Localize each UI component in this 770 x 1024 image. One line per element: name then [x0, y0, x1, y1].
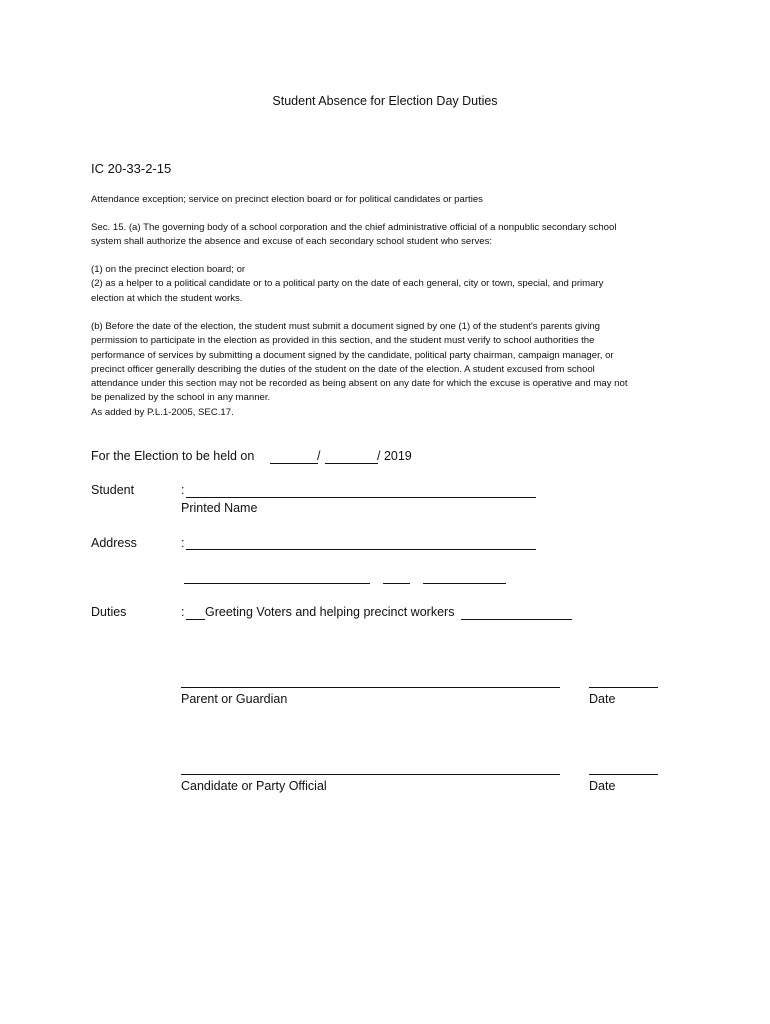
- section-15a-line: Sec. 15. (a) The governing body of a school corporation and the chief administrative official of a nonpublic secondary school: [91, 222, 617, 233]
- parent-signature-line[interactable]: [181, 687, 560, 688]
- item-line: (1) on the precinct election board; or: [91, 264, 246, 275]
- duties-leading-blank: [186, 619, 205, 620]
- section-15b-line: (b) Before the date of the election, the student must submit a document signed by one (1) of the student's parents giving: [91, 321, 601, 332]
- section-15a: [91, 221, 691, 250]
- date-separator: /: [317, 449, 321, 463]
- duties-trailing-blank: [461, 619, 572, 620]
- address-state-field[interactable]: [383, 583, 410, 584]
- official-signature-line[interactable]: [181, 774, 560, 775]
- item-line: election at which the student works.: [91, 292, 243, 304]
- election-year: / 2019: [377, 449, 412, 463]
- duties-value[interactable]: Greeting Voters and helping precinct workers: [205, 605, 455, 619]
- address-city-field[interactable]: [184, 583, 370, 584]
- parent-date-label: Date: [589, 692, 616, 706]
- election-date-label: For the Election to be held on: [91, 449, 255, 463]
- section-15b: [91, 320, 691, 420]
- section-15b-line: attendance under this section may not be recorded as being absent on any date for which the excuse is operative and may not: [91, 378, 628, 390]
- section-15-items: [91, 263, 691, 306]
- address-colon: :: [181, 536, 185, 550]
- official-date-label: Date: [589, 779, 616, 793]
- parent-date-line[interactable]: [589, 687, 658, 688]
- duties-colon: :: [181, 605, 185, 619]
- student-name-field[interactable]: [186, 497, 536, 498]
- parent-guardian-label: Parent or Guardian: [181, 692, 288, 706]
- statute-heading: Attendance exception; service on precinct election board or for political candidates or parties: [91, 194, 483, 205]
- official-label: Candidate or Party Official: [181, 779, 327, 793]
- printed-name-label: Printed Name: [181, 501, 258, 515]
- section-15b-line: performance of services by submitting a document signed by the candidate, political party chairman, campaign manager, or: [91, 349, 614, 361]
- election-day-field[interactable]: [325, 463, 378, 464]
- section-15a-line: system shall authorize the absence and excuse of each secondary school student who serves:: [91, 236, 493, 248]
- address-zip-field[interactable]: [423, 583, 506, 584]
- address-label: Address: [91, 536, 137, 550]
- official-date-line[interactable]: [589, 774, 658, 775]
- election-month-field[interactable]: [270, 463, 318, 464]
- student-colon: :: [181, 483, 185, 497]
- duties-label: Duties: [91, 605, 127, 619]
- document-title: Student Absence for Election Day Duties: [272, 94, 498, 108]
- section-15b-line: precinct officer generally describing the duties of the student on the date of the election. A student excused from school: [91, 363, 595, 375]
- section-15b-line: As added by P.L.1-2005, SEC.17.: [91, 406, 234, 418]
- section-15b-line: permission to participate in the election as provided in this section, and the student must verify to school authorities the: [91, 335, 595, 347]
- section-15b-line: be penalized by the school in any manner.: [91, 392, 271, 404]
- item-line: (2) as a helper to a political candidate or to a political party on the date of each general, city or town, special, and primary: [91, 278, 604, 290]
- statute-code: IC 20-33-2-15: [91, 161, 172, 176]
- address-street-field[interactable]: [186, 549, 536, 550]
- student-label: Student: [91, 483, 135, 497]
